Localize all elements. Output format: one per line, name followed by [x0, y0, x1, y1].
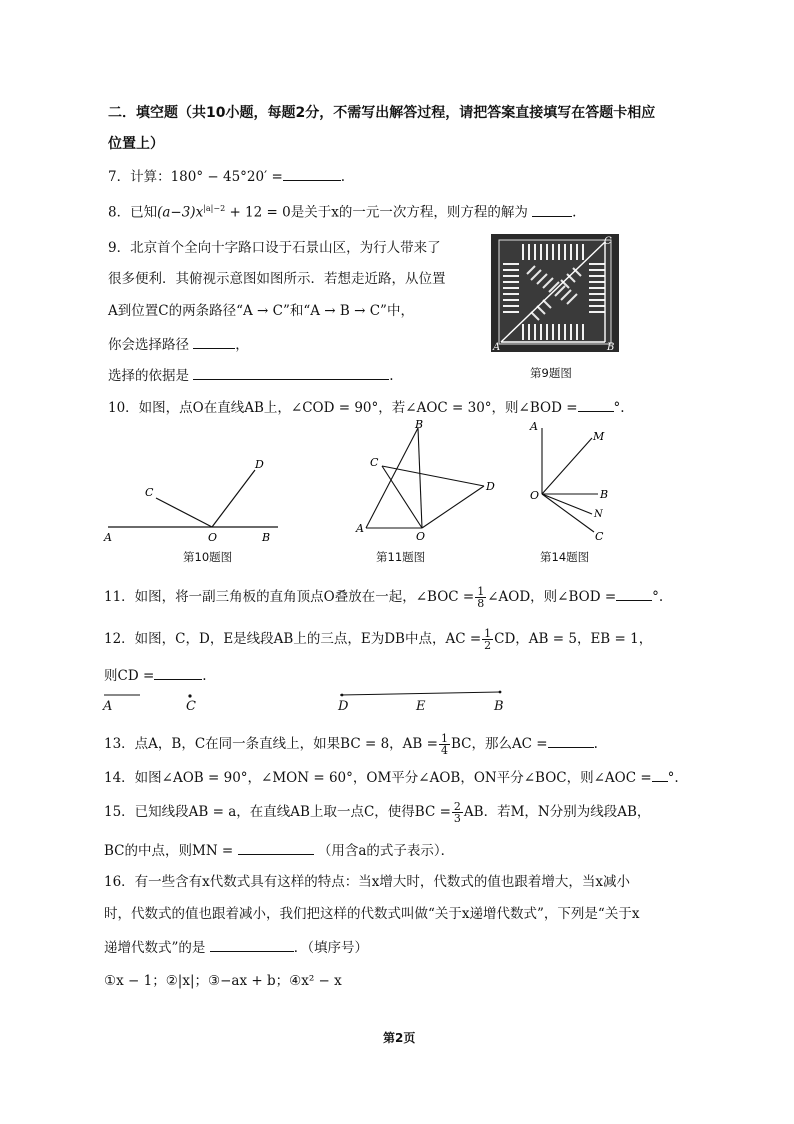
fig14-label-b: B	[600, 488, 609, 501]
fraction: $\frac{1}{8}$	[477, 585, 485, 610]
segment-label-c: C	[186, 699, 196, 714]
fig10-label-b: B	[262, 531, 271, 544]
segment-label-a: A	[103, 699, 113, 714]
question-8: 8．已知$(a-3)x^{|a|-2} + 12 = 0$是关于x的一元一次方程，则方程的解为 .	[108, 200, 576, 222]
answer-blank-16[interactable]	[210, 937, 294, 952]
answer-blank-12[interactable]	[154, 665, 202, 680]
question-7: 7．计算：180° − 45°20′ = .	[108, 166, 345, 186]
fig10-label-a: A	[104, 531, 112, 544]
question-13: 13．点A，B，C在同一条直线上，如果BC = 8，AB = $\frac{1}{4}$ BC，那么AC = .	[104, 732, 598, 757]
fig14-label-o: O	[530, 489, 540, 502]
crossroad-figure	[491, 234, 619, 352]
fig11-label-a: A	[356, 522, 364, 535]
fig10-label-c: C	[145, 486, 154, 499]
fig11-caption: 第11题图	[376, 550, 426, 564]
answer-blank-9a[interactable]	[193, 334, 235, 349]
fraction: $\frac{1}{2}$	[484, 627, 492, 652]
segment-label-e: E	[416, 699, 426, 714]
answer-blank-15[interactable]	[238, 840, 314, 855]
fig11-label-d: D	[486, 480, 495, 493]
question-16-line1: 16．有一些含有x代数式具有这样的特点：当x增大时，代数式的值也跟着增大，当x减小	[104, 874, 631, 890]
figure-14	[522, 418, 612, 543]
page-number: 第2页	[383, 1031, 416, 1045]
section-header-line1: 二．填空题（共10小题，每题2分，不需写出解答过程，请把答案直接填写在答题卡相应	[108, 105, 656, 121]
fig10-label-o: O	[208, 531, 218, 544]
question-14: 14．如图∠AOB = 90°，∠MON = 60°，OM平分∠AOB，ON平分∠BOC，则∠AOC = °.	[104, 767, 679, 787]
section-header-line2: 位置上）	[108, 136, 164, 152]
fig14-label-a: A	[530, 420, 538, 433]
question-9-line5: 选择的依据是 .	[108, 365, 394, 385]
question-9-line2: 很多便利．其俯视示意图如图所示．若想走近路，从位置	[108, 271, 446, 287]
question-9-line4: 你会选择路径 ，	[108, 334, 249, 354]
fig9-label-c: C	[604, 236, 612, 247]
answer-blank-10[interactable]	[578, 397, 614, 412]
question-15-line2: BC的中点，则MN = （用含a的式子表示）．	[104, 840, 454, 860]
fig10-caption: 第10题图	[183, 550, 233, 564]
segment-label-b: B	[494, 699, 504, 714]
question-16-line2: 时，代数式的值也跟着减小，我们把这样的代数式叫做“关于x递增代数式”，下列是“关于x	[104, 906, 640, 922]
fig14-caption: 第14题图	[540, 550, 590, 564]
answer-blank-8[interactable]	[532, 202, 572, 217]
answer-blank-11[interactable]	[616, 586, 652, 601]
fig9-label-b: B	[607, 342, 615, 352]
segment-label-d: D	[338, 699, 349, 714]
question-10: 10．如图，点O在直线AB上，∠COD = 90°，若∠AOC = 30°，则∠BOD = °.	[108, 397, 625, 417]
fig14-label-n: N	[594, 509, 603, 520]
fig11-label-c: C	[370, 456, 379, 469]
question-12: 12．如图，C，D，E是线段AB上的三点，E为DB中点，AC = $\frac{1}{2}$ CD，AB = 5，EB = 1，	[104, 627, 653, 652]
question-9-line1: 9．北京首个全向十字路口设于石景山区，为行人带来了	[108, 240, 441, 256]
answer-blank-9b[interactable]	[193, 365, 389, 380]
question-16-line3: 递增代数式”的是 ．（填序号）	[104, 937, 368, 957]
fig14-label-m: M	[593, 430, 605, 443]
question-12-line2: 则CD = .	[104, 665, 207, 685]
fraction: $\frac{1}{4}$	[440, 732, 448, 757]
question-15: 15．已知线段AB = a，在直线AB上取一点C，使得BC = $\frac{2}{3}$ AB．若M，N分别为线段AB，	[104, 800, 651, 825]
fraction: $\frac{2}{3}$	[453, 800, 461, 825]
answer-blank-7[interactable]	[283, 166, 341, 181]
question-11: 11．如图，将一副三角板的直角顶点O叠放在一起，∠BOC = $\frac{1}{8}$ ∠AOD，则∠BOD = °.	[104, 585, 664, 610]
crossroad-diagram	[491, 234, 619, 352]
fig11-label-o: O	[416, 530, 426, 543]
question-16-options: ①x − 1；②|x|；③−ax + b；④x² − x	[104, 973, 342, 989]
answer-blank-14[interactable]	[652, 767, 668, 782]
fig14-label-c: C	[595, 530, 604, 543]
fig9-caption: 第9题图	[530, 366, 572, 380]
segment-figure	[100, 688, 520, 702]
fig10-label-d: D	[255, 458, 264, 471]
answer-blank-13[interactable]	[548, 733, 594, 748]
fig9-label-a: A	[493, 342, 501, 352]
figure-11	[350, 418, 500, 543]
fig11-label-b: B	[415, 418, 424, 431]
question-9-line3: A到位置C的两条路径“A → C”和“A → B → C”中，	[108, 303, 414, 319]
figure-10	[100, 450, 290, 545]
